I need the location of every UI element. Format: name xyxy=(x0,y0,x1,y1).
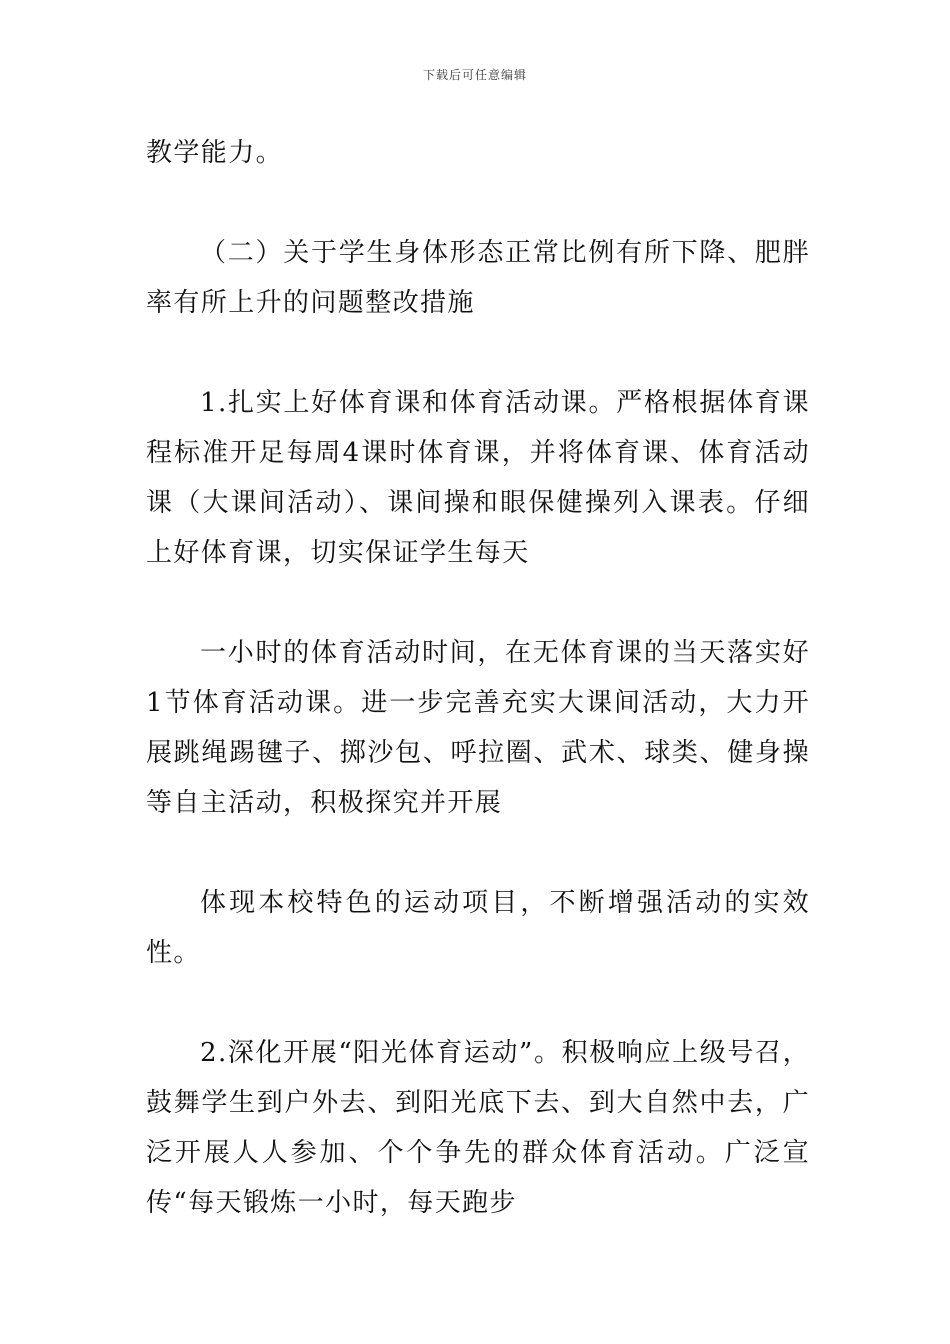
paragraph-gap xyxy=(146,178,810,228)
document-body xyxy=(146,128,810,1228)
paragraph-item-1: 1.扎实上好体育课和体育活动课。严格根据体育课程标准开足每周4课时体育课，并将体育课、体育活动课（大课间活动）、课间操和眼保健操列入课表。仔细上好体育课，切实保证学生每天 xyxy=(146,388,810,568)
section-heading-2: （二）关于学生身体形态正常比例有所下降、肥胖率有所上升的问题整改措施 xyxy=(146,238,810,318)
paragraph-gap xyxy=(146,578,810,628)
paragraph-gap xyxy=(146,828,810,878)
page-header-note: 下载后可任意编辑 xyxy=(422,68,527,82)
paragraph-gap xyxy=(146,328,810,378)
paragraph-item-2: 2.深化开展“阳光体育运动”。积极响应上级号召，鼓舞学生到户外去、到阳光底下去、到大自然中去，广泛开展人人参加、个个争先的群众体育活动。广泛宣传“每天锻炼一小时，每天跑步 xyxy=(146,1038,810,1218)
paragraph-closing-fragment: 教学能力。 xyxy=(146,138,284,168)
paragraph-gap xyxy=(146,978,810,1028)
paragraph-item-1-continued: 一小时的体育活动时间，在无体育课的当天落实好1节体育活动课。进一步完善充实大课间活动，大力开展跳绳踢毽子、掷沙包、呼拉圈、武术、球类、健身操等自主活动，积极探究并开展 xyxy=(146,638,810,818)
paragraph-item-1-tail: 体现本校特色的运动项目，不断增强活动的实效性。 xyxy=(146,888,810,968)
